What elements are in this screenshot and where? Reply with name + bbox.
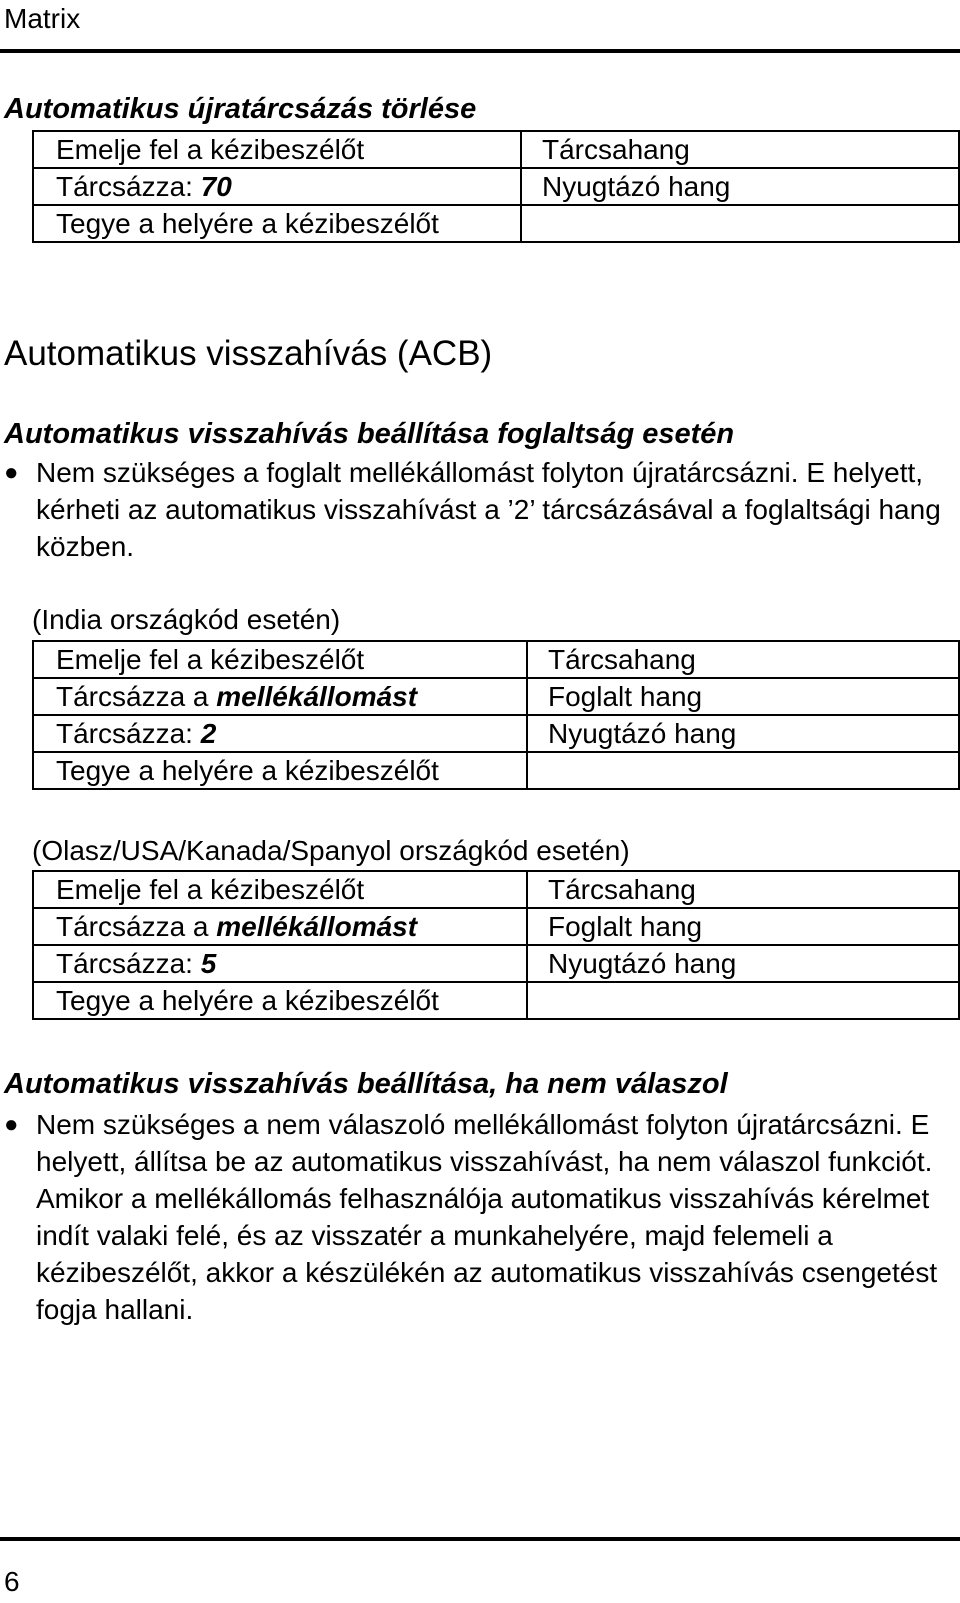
cancel-redial-heading: Automatikus újratárcsázás törlése (4, 93, 477, 125)
table-row (33, 871, 959, 908)
action-text: Tegye a helyére a kézibeszélőt (56, 985, 439, 1016)
table-row (33, 945, 959, 982)
acb-section-title: Automatikus visszahívás (ACB) (4, 334, 493, 373)
action-text: Emelje fel a kézibeszélőt (56, 874, 365, 905)
others-caption: (Olasz/USA/Kanada/Spanyol országkód esetén) (32, 835, 630, 866)
action-text: Tegye a helyére a kézibeszélőt (56, 755, 439, 786)
acb-no-answer-description: Nem szükséges a nem válaszoló mellékállomást folyton újratárcsázni. E helyett, állítsa be az automatikus visszahívást, ha nem válaszol funkciót. Amikor a mellékállomás felhasználója automatikus visszahívás kérelmet indít valaki felé, és az visszatér a munkahelyére, majd felemeli a kézibeszélőt, akkor a készülékén az automatikus visszahívás csengetést fogja hallani. (36, 1109, 938, 1325)
action-text: Tegye a helyére a kézibeszélőt (56, 208, 439, 239)
action-text: Tárcsázza: (56, 171, 201, 202)
running-head: Matrix (4, 3, 81, 34)
action-cell (33, 641, 527, 678)
tone-cell: Tárcsahang (527, 871, 959, 908)
table-row (33, 131, 959, 168)
action-cell (33, 752, 527, 789)
action-code: mellékállomást (216, 911, 418, 942)
table-row (33, 678, 959, 715)
tone-cell (527, 982, 959, 1019)
tone-cell: Foglalt hang (527, 908, 959, 945)
table-row (33, 908, 959, 945)
action-cell (33, 168, 521, 205)
action-text: Tárcsázza a (56, 681, 217, 712)
table-row (33, 715, 959, 752)
bullet-icon: ● (4, 1111, 19, 1138)
acb-busy-heading: Automatikus visszahívás beállítása foglaltság esetén (4, 418, 735, 450)
action-cell (33, 678, 527, 715)
action-cell (33, 131, 521, 168)
action-cell (33, 945, 527, 982)
action-code: 5 (200, 948, 217, 979)
tone-cell: Nyugtázó hang (521, 168, 959, 205)
header-rule (0, 49, 960, 53)
footer-rule (0, 1537, 960, 1541)
action-cell (33, 871, 527, 908)
acb-no-answer-heading: Automatikus visszahívás beállítása, ha nem válaszol (4, 1068, 728, 1100)
action-code: 70 (200, 171, 232, 202)
table-row (33, 752, 959, 789)
action-cell (33, 205, 521, 242)
table-row (33, 168, 959, 205)
table-row (33, 205, 959, 242)
bullet-icon: ● (4, 459, 19, 486)
action-text: Tárcsázza a (56, 911, 217, 942)
others-sequence-table (32, 870, 960, 1020)
india-sequence-table (32, 640, 960, 790)
tone-cell: Nyugtázó hang (527, 715, 959, 752)
action-text: Emelje fel a kézibeszélőt (56, 644, 365, 675)
action-cell (33, 982, 527, 1019)
action-code: 2 (200, 718, 217, 749)
action-text: Emelje fel a kézibeszélőt (56, 134, 365, 165)
action-text: Tárcsázza: (56, 948, 201, 979)
tone-cell: Nyugtázó hang (527, 945, 959, 982)
tone-cell: Tárcsahang (521, 131, 959, 168)
tone-cell: Foglalt hang (527, 678, 959, 715)
tone-cell: Tárcsahang (527, 641, 959, 678)
acb-busy-description: Nem szükséges a foglalt mellékállomást folyton újratárcsázni. E helyett, kérheti az automatikus visszahívást a ’2’ tárcsázásával a foglaltsági hang közben. (36, 457, 941, 562)
tone-cell (521, 205, 959, 242)
tone-cell (527, 752, 959, 789)
india-caption: (India országkód esetén) (32, 604, 341, 635)
cancel-redial-table (32, 130, 960, 243)
action-cell (33, 715, 527, 752)
action-cell (33, 908, 527, 945)
action-code: mellékállomást (216, 681, 418, 712)
table-row (33, 641, 959, 678)
action-text: Tárcsázza: (56, 718, 201, 749)
page-number: 6 (4, 1566, 20, 1597)
table-row (33, 982, 959, 1019)
